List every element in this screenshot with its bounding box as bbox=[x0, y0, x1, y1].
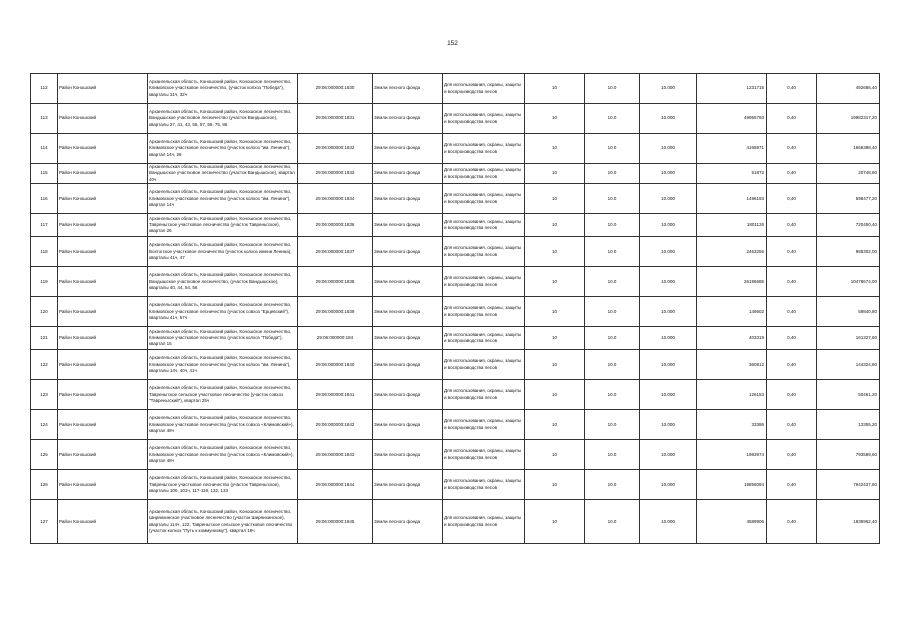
cell-land-category: Земли лесного фонда bbox=[373, 440, 443, 470]
cell-value-2: 10.0 bbox=[585, 134, 640, 164]
cell-value-1: 10 bbox=[525, 267, 585, 297]
cell-area: 49955793 bbox=[697, 104, 767, 134]
cell-district: Район Коношский bbox=[58, 440, 148, 470]
cell-area: 26196685 bbox=[697, 267, 767, 297]
cell-land-category: Земли лесного фонда bbox=[373, 500, 443, 544]
table-row bbox=[31, 74, 880, 104]
cell-value-3: 10.000 bbox=[640, 380, 697, 410]
cell-value-1: 10 bbox=[525, 164, 585, 184]
cell-land-category: Земли лесного фонда bbox=[373, 470, 443, 500]
cell-area: 403319 bbox=[697, 327, 767, 350]
cell-value-1: 10 bbox=[525, 350, 585, 380]
cell-district: Район Коношский bbox=[58, 134, 148, 164]
cell-permitted-use: Для использования, охраны, защиты и воспроизводства лесов bbox=[443, 380, 525, 410]
cell-area: 1231715 bbox=[697, 74, 767, 104]
cell-row-number: 121 bbox=[31, 327, 58, 350]
cell-value-1: 10 bbox=[525, 297, 585, 327]
cell-value-3: 10.000 bbox=[640, 74, 697, 104]
cell-value-2: 10.0 bbox=[585, 184, 640, 214]
cell-district: Район Коношский bbox=[58, 184, 148, 214]
cell-permitted-use: Для использования, охраны, защиты и воспроизводства лесов bbox=[443, 297, 525, 327]
cell-value-2: 10.0 bbox=[585, 410, 640, 440]
cell-value-3: 10.000 bbox=[640, 410, 697, 440]
cell-address: Архангельская область, Коношский район, Коношское лесничество, Вандышское участковое лесничество, (участок Вандышское), кварталы 40, 44, 54, 56 bbox=[148, 267, 298, 297]
cell-amount: 10478674,00 bbox=[817, 267, 880, 297]
cell-cadastral-number: 29:06:000000:1842 bbox=[298, 410, 373, 440]
cell-permitted-use: Для использования, охраны, защиты и воспроизводства лесов bbox=[443, 164, 525, 184]
table-row bbox=[31, 350, 880, 380]
cell-district: Район Коношский bbox=[58, 297, 148, 327]
cell-amount: 20748,80 bbox=[817, 164, 880, 184]
cell-rate: 0,40 bbox=[767, 104, 817, 134]
cell-value-2: 10.0 bbox=[585, 104, 640, 134]
cell-amount: 985302,00 bbox=[817, 237, 880, 267]
table-row bbox=[31, 267, 880, 297]
cell-permitted-use: Для использования, охраны, защиты и воспроизводства лесов bbox=[443, 440, 525, 470]
cell-rate: 0,40 bbox=[767, 380, 817, 410]
cell-land-category: Земли лесного фонда bbox=[373, 214, 443, 237]
cell-area: 4165971 bbox=[697, 134, 767, 164]
cell-value-2: 10.0 bbox=[585, 267, 640, 297]
cell-value-2: 10.0 bbox=[585, 297, 640, 327]
cell-value-2: 10.0 bbox=[585, 500, 640, 544]
cell-permitted-use: Для использования, охраны, защиты и воспроизводства лесов bbox=[443, 74, 525, 104]
cell-cadastral-number: 29:06:000000:1843 bbox=[298, 440, 373, 470]
cell-rate: 0,40 bbox=[767, 237, 817, 267]
cell-permitted-use: Для использования, охраны, защиты и воспроизводства лесов bbox=[443, 104, 525, 134]
cell-address: Архангельская область, Коношский район, Коношское лесничество, Климовское участковое лесничество (участок колхоз "Победа"), квартал 15 bbox=[148, 327, 298, 350]
cell-address: Архангельская область, Коношский район, Коношское лесничество, Тавреньгское участковое лесничество (участок Тавреньгское), кварталы 100, 101ч, 117-119, 132, 133 bbox=[148, 470, 298, 500]
cell-rate: 0,40 bbox=[767, 164, 817, 184]
cell-area: 1983974 bbox=[697, 440, 767, 470]
cell-value-3: 10.000 bbox=[640, 470, 697, 500]
cell-district: Район Коношский bbox=[58, 327, 148, 350]
land-plots-table bbox=[30, 73, 880, 544]
cell-address: Архангельская область, Коношский район, Коношское лесничество, Вандышское участковое лесничество (участок Вандышское), кварталы 27, 41, 43, 55, 57, 59, 75, 86 bbox=[148, 104, 298, 134]
cell-value-2: 10.0 bbox=[585, 237, 640, 267]
cell-district: Район Коношский bbox=[58, 410, 148, 440]
cell-row-number: 113 bbox=[31, 104, 58, 134]
cell-area: 126153 bbox=[697, 380, 767, 410]
table-row bbox=[31, 214, 880, 237]
cell-rate: 0,40 bbox=[767, 350, 817, 380]
cell-cadastral-number: 29:06:000000:1841 bbox=[298, 380, 373, 410]
cell-land-category: Земли лесного фонда bbox=[373, 74, 443, 104]
cell-value-3: 10.000 bbox=[640, 500, 697, 544]
table-row bbox=[31, 164, 880, 184]
cell-permitted-use: Для использования, охраны, защиты и воспроизводства лесов bbox=[443, 327, 525, 350]
cell-land-category: Земли лесного фонда bbox=[373, 350, 443, 380]
cell-address: Архангельская область, Коношский район, Коношское лесничество, Климовское участковое лесничество (участок колхоз "им. Ленина"), квартал 14ч bbox=[148, 184, 298, 214]
cell-address: Архангельская область, Коношский район, Коношское лесничество, Тавреньгское участковое лесничество (участок Тавреньгское), квартал 26 bbox=[148, 214, 298, 237]
cell-value-3: 10.000 bbox=[640, 184, 697, 214]
cell-permitted-use: Для использования, охраны, защиты и воспроизводства лесов bbox=[443, 134, 525, 164]
cell-cadastral-number: 29:06:000000:1833 bbox=[298, 164, 373, 184]
cell-amount: 492686,40 bbox=[817, 74, 880, 104]
cell-rate: 0,40 bbox=[767, 267, 817, 297]
table-row bbox=[31, 380, 880, 410]
cell-value-2: 10.0 bbox=[585, 470, 640, 500]
cell-area: 33386 bbox=[697, 410, 767, 440]
table-row bbox=[31, 104, 880, 134]
cell-rate: 0,40 bbox=[767, 327, 817, 350]
cell-rate: 0,40 bbox=[767, 184, 817, 214]
cell-land-category: Земли лесного фонда bbox=[373, 237, 443, 267]
cell-rate: 0,40 bbox=[767, 134, 817, 164]
cell-district: Район Коношский bbox=[58, 470, 148, 500]
cell-permitted-use: Для использования, охраны, защиты и воспроизводства лесов bbox=[443, 184, 525, 214]
cell-amount: 144324,80 bbox=[817, 350, 880, 380]
cell-rate: 0,40 bbox=[767, 440, 817, 470]
cell-area: 4589906 bbox=[697, 500, 767, 544]
cell-address: Архангельская область, Коношский район, Коношское лесничество, Ширяихинское участковое лесничество (участок Ширяихинское), кварталы 114ч, 122, Тавреньгское сельское участковое лесничество (участок колхоз "Путь к коммунизму"), квартал 18ч bbox=[148, 500, 298, 544]
cell-amount: 1666388,40 bbox=[817, 134, 880, 164]
cell-value-3: 10.000 bbox=[640, 327, 697, 350]
cell-row-number: 114 bbox=[31, 134, 58, 164]
cell-permitted-use: Для использования, охраны, защиты и воспроизводства лесов bbox=[443, 237, 525, 267]
cell-value-2: 10.0 bbox=[585, 440, 640, 470]
cell-rate: 0,40 bbox=[767, 500, 817, 544]
cell-value-2: 10.0 bbox=[585, 164, 640, 184]
cell-row-number: 119 bbox=[31, 267, 58, 297]
cell-row-number: 115 bbox=[31, 164, 58, 184]
cell-value-2: 10.0 bbox=[585, 327, 640, 350]
table-row bbox=[31, 470, 880, 500]
cell-address: Архангельская область, Коношский район, Коношское лесничество, Климовское участковое лесничество (участок совхоз «Климовский»), квартал 48ч bbox=[148, 410, 298, 440]
table-row bbox=[31, 500, 880, 544]
cell-value-3: 10.000 bbox=[640, 297, 697, 327]
cell-value-1: 10 bbox=[525, 184, 585, 214]
cell-area: 51872 bbox=[697, 164, 767, 184]
cell-row-number: 112 bbox=[31, 74, 58, 104]
cell-land-category: Земли лесного фонда bbox=[373, 327, 443, 350]
cell-cadastral-number: 29:06:000000:1840 bbox=[298, 350, 373, 380]
cell-value-2: 10.0 bbox=[585, 74, 640, 104]
cell-rate: 0,40 bbox=[767, 410, 817, 440]
cell-rate: 0,40 bbox=[767, 74, 817, 104]
cell-row-number: 116 bbox=[31, 184, 58, 214]
cell-amount: 7942437,60 bbox=[817, 470, 880, 500]
cell-land-category: Земли лесного фонда bbox=[373, 104, 443, 134]
cell-cadastral-number: 29:06:000000:1831 bbox=[298, 104, 373, 134]
cell-area: 360812 bbox=[697, 350, 767, 380]
cell-value-3: 10.000 bbox=[640, 134, 697, 164]
cell-area: 19856094 bbox=[697, 470, 767, 500]
cell-area: 149602 bbox=[697, 297, 767, 327]
cell-land-category: Земли лесного фонда bbox=[373, 164, 443, 184]
cell-area: 1801126 bbox=[697, 214, 767, 237]
table-row bbox=[31, 184, 880, 214]
cell-land-category: Земли лесного фонда bbox=[373, 134, 443, 164]
cell-amount: 59840,80 bbox=[817, 297, 880, 327]
cell-cadastral-number: 29:06:000000:1832 bbox=[298, 134, 373, 164]
cell-value-3: 10.000 bbox=[640, 237, 697, 267]
cell-value-2: 10.0 bbox=[585, 380, 640, 410]
cell-district: Район Коношский bbox=[58, 500, 148, 544]
cell-row-number: 125 bbox=[31, 440, 58, 470]
cell-amount: 50461,20 bbox=[817, 380, 880, 410]
cell-value-3: 10.000 bbox=[640, 214, 697, 237]
cell-rate: 0,40 bbox=[767, 470, 817, 500]
cell-amount: 161327,60 bbox=[817, 327, 880, 350]
cell-land-category: Земли лесного фонда bbox=[373, 410, 443, 440]
cell-value-3: 10.000 bbox=[640, 350, 697, 380]
cell-cadastral-number: 29:06:000000:1837 bbox=[298, 237, 373, 267]
cell-address: Архангельская область, Коношский район, Коношское лесничество, Климовское участковое лесничество (участок колхоз "им. Ленина"), кварталы 14ч, 40ч, 41ч bbox=[148, 350, 298, 380]
cell-rate: 0,40 bbox=[767, 214, 817, 237]
cell-value-3: 10.000 bbox=[640, 104, 697, 134]
page-number: 152 bbox=[447, 40, 458, 47]
cell-row-number: 118 bbox=[31, 237, 58, 267]
cell-address: Архангельская область, Коношский район, Коношское лесничество, Климовское участковое лесничество (участок совхоз «Климовский»), квартал 48ч bbox=[148, 440, 298, 470]
cell-land-category: Земли лесного фонда bbox=[373, 380, 443, 410]
cell-amount: 13355,20 bbox=[817, 410, 880, 440]
table-row bbox=[31, 134, 880, 164]
cell-land-category: Земли лесного фонда bbox=[373, 297, 443, 327]
cell-row-number: 127 bbox=[31, 500, 58, 544]
table-row bbox=[31, 237, 880, 267]
cell-value-1: 10 bbox=[525, 440, 585, 470]
cell-district: Район Коношский bbox=[58, 350, 148, 380]
cell-value-1: 10 bbox=[525, 104, 585, 134]
cell-value-3: 10.000 bbox=[640, 440, 697, 470]
table-row bbox=[31, 297, 880, 327]
cell-cadastral-number: 29:06:000000:1845 bbox=[298, 500, 373, 544]
cell-value-3: 10.000 bbox=[640, 267, 697, 297]
cell-district: Район Коношский bbox=[58, 164, 148, 184]
cell-area: 2463255 bbox=[697, 237, 767, 267]
table-row bbox=[31, 327, 880, 350]
cell-land-category: Земли лесного фонда bbox=[373, 267, 443, 297]
cell-district: Район Коношский bbox=[58, 74, 148, 104]
cell-cadastral-number: 29:06:000000:1838 bbox=[298, 267, 373, 297]
cell-value-1: 10 bbox=[525, 214, 585, 237]
cell-permitted-use: Для использования, охраны, защиты и воспроизводства лесов bbox=[443, 214, 525, 237]
table-row bbox=[31, 410, 880, 440]
cell-district: Район Коношский bbox=[58, 267, 148, 297]
cell-address: Архангельская область, Коношский район, Коношское лесничество, Вохтогское участковое лесничество (участок колхоз имени Ленина), кварталы 41ч, 47 bbox=[148, 237, 298, 267]
cell-row-number: 123 bbox=[31, 380, 58, 410]
cell-cadastral-number: 29:06:000000:1830 bbox=[298, 74, 373, 104]
cell-value-2: 10.0 bbox=[585, 350, 640, 380]
cell-amount: 1835962,40 bbox=[817, 500, 880, 544]
cell-value-3: 10.000 bbox=[640, 164, 697, 184]
cell-address: Архангельская область, Коношский район, Коношское лесничество, Вандышское участковое лесничество (участок Вандышское), квартал 40ч bbox=[148, 164, 298, 184]
cell-land-category: Земли лесного фонда bbox=[373, 184, 443, 214]
cell-address: Архангельская область, Коношский район, Коношское лесничество, Климовское участковое лесничество, (участок колхоз "Победа"), кварталы 31ч, 32ч bbox=[148, 74, 298, 104]
cell-cadastral-number: 29:06:000000:184 bbox=[298, 327, 373, 350]
cell-value-1: 10 bbox=[525, 237, 585, 267]
cell-value-1: 10 bbox=[525, 327, 585, 350]
cell-value-1: 10 bbox=[525, 410, 585, 440]
cell-row-number: 124 bbox=[31, 410, 58, 440]
cell-value-1: 10 bbox=[525, 74, 585, 104]
cell-amount: 720450,40 bbox=[817, 214, 880, 237]
cell-amount: 598477,20 bbox=[817, 184, 880, 214]
cell-permitted-use: Для использования, охраны, защиты и воспроизводства лесов bbox=[443, 470, 525, 500]
cell-rate: 0,40 bbox=[767, 297, 817, 327]
cell-value-1: 10 bbox=[525, 380, 585, 410]
cell-row-number: 122 bbox=[31, 350, 58, 380]
cell-value-1: 10 bbox=[525, 470, 585, 500]
cell-permitted-use: Для использования, охраны, защиты и воспроизводства лесов bbox=[443, 350, 525, 380]
cell-row-number: 120 bbox=[31, 297, 58, 327]
cell-district: Район Коношский bbox=[58, 214, 148, 237]
cell-value-1: 10 bbox=[525, 134, 585, 164]
cell-cadastral-number: 29:06:000000:1844 bbox=[298, 470, 373, 500]
cell-cadastral-number: 29:06:000000:1834 bbox=[298, 184, 373, 214]
cell-amount: 19982317,20 bbox=[817, 104, 880, 134]
cell-permitted-use: Для использования, охраны, защиты и воспроизводства лесов bbox=[443, 500, 525, 544]
cell-address: Архангельская область, Коношский район, Коношское лесничество, Тавреньгское сельское участковое лесничество (участок совхоз "Тавреньгский"), квартал 25ч bbox=[148, 380, 298, 410]
cell-row-number: 126 bbox=[31, 470, 58, 500]
table-row bbox=[31, 440, 880, 470]
cell-area: 1496193 bbox=[697, 184, 767, 214]
cell-district: Район Коношский bbox=[58, 104, 148, 134]
cell-permitted-use: Для использования, охраны, защиты и воспроизводства лесов bbox=[443, 410, 525, 440]
cell-district: Район Коношский bbox=[58, 380, 148, 410]
cell-district: Район Коношский bbox=[58, 237, 148, 267]
cell-cadastral-number: 29:06:000000:1839 bbox=[298, 297, 373, 327]
cell-permitted-use: Для использования, охраны, защиты и воспроизводства лесов bbox=[443, 267, 525, 297]
cell-cadastral-number: 29:06:000000:1836 bbox=[298, 214, 373, 237]
cell-value-2: 10.0 bbox=[585, 214, 640, 237]
cell-value-1: 10 bbox=[525, 500, 585, 544]
cell-row-number: 117 bbox=[31, 214, 58, 237]
cell-amount: 793589,60 bbox=[817, 440, 880, 470]
cell-address: Архангельская область, Коношский район, Коношское лесничество, Климовское участковое лесничество (участок колхоз "им. Ленина"), квартал 14ч, 28 bbox=[148, 134, 298, 164]
cell-address: Архангельская область, Коношский район, Коношское лесничество, Климовское участковое лесничество (участок совхоз "Ерцевский"), кварталы 41ч, 57ч bbox=[148, 297, 298, 327]
